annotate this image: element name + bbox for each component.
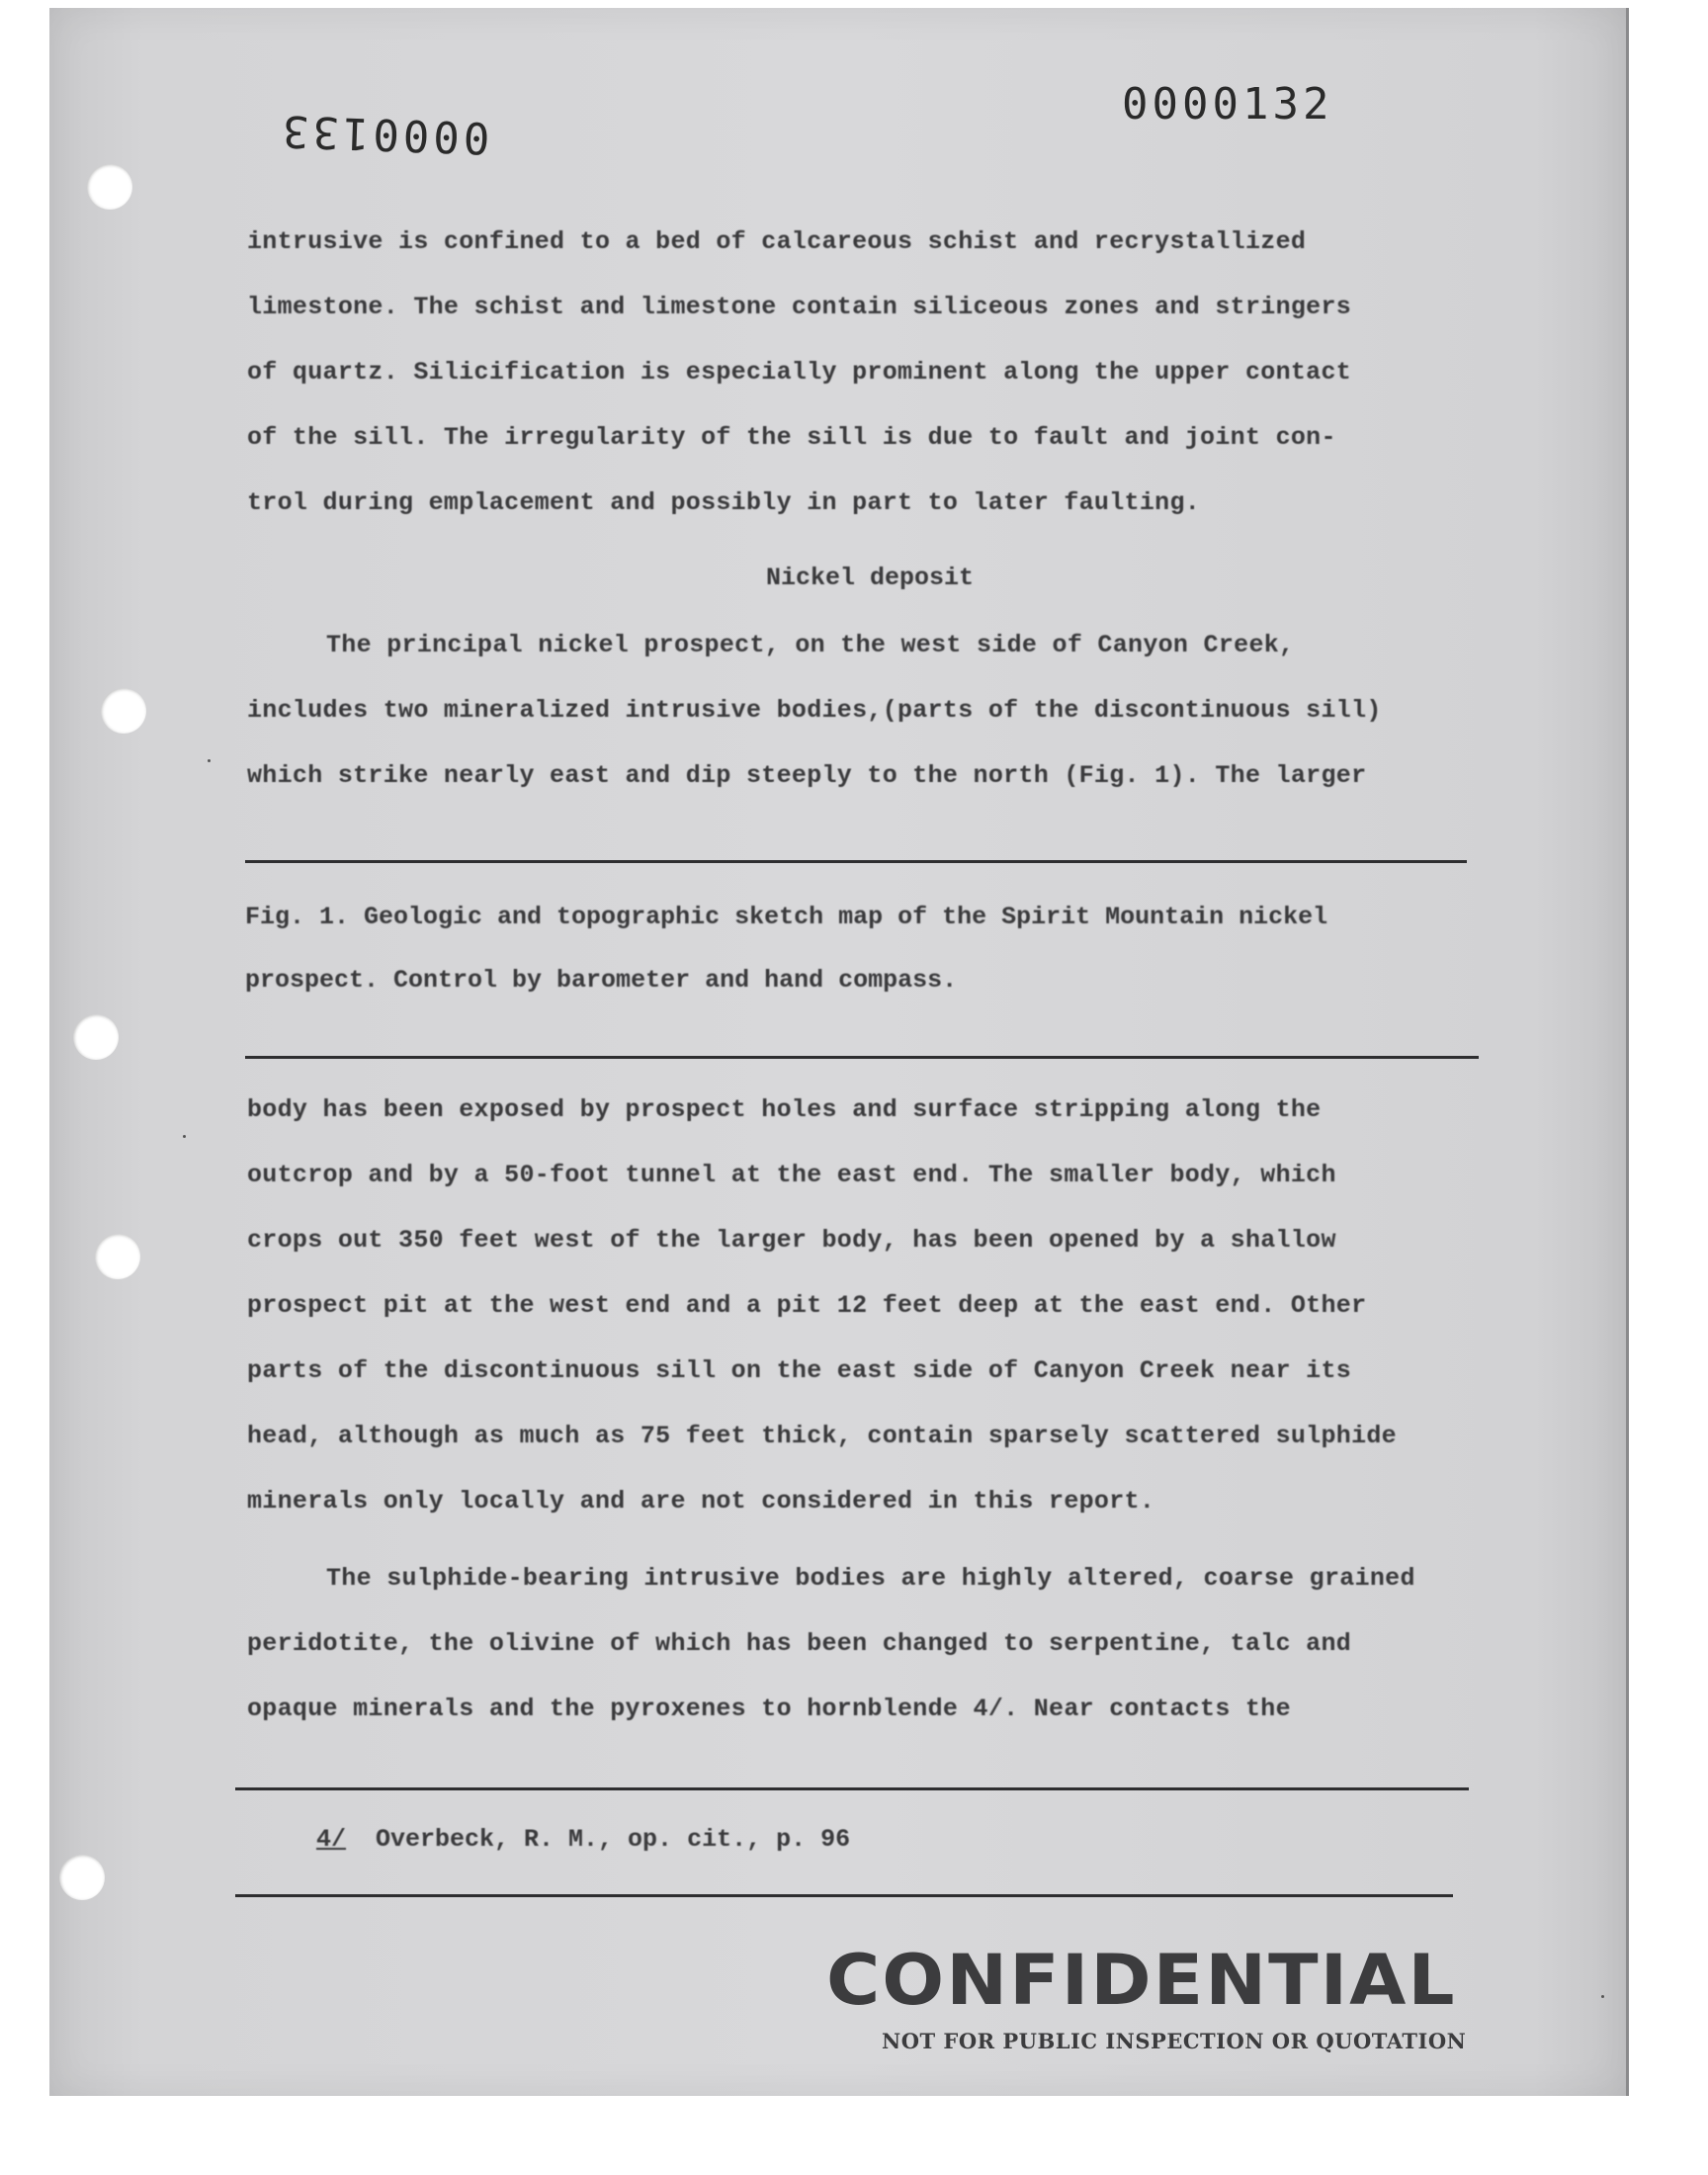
punch-hole bbox=[73, 1014, 119, 1060]
body-text-top bbox=[247, 210, 1542, 536]
confidential-stamp: CONFIDENTIAL bbox=[826, 1940, 1457, 2021]
body-text-continued bbox=[247, 1078, 1542, 1534]
text-line: head, although as much as 75 feet thick, contain sparsely scattered sulphide bbox=[247, 1422, 1397, 1450]
punch-hole bbox=[59, 1855, 105, 1900]
text-line: intrusive is confined to a bed of calcareous schist and recrystallized bbox=[247, 227, 1307, 256]
speck bbox=[208, 759, 211, 762]
text-line: trol during emplacement and possibly in part to later faulting. bbox=[247, 488, 1201, 517]
nickel-paragraph bbox=[247, 613, 1542, 809]
section-heading: Nickel deposit bbox=[765, 564, 975, 592]
text-line: includes two mineralized intrusive bodies,(parts of the discontinuous sill) bbox=[247, 696, 1382, 725]
text-line: which strike nearly east and dip steeply to the north (Fig. 1). The larger bbox=[247, 761, 1367, 790]
footnote-text: Overbeck, R. M., op. cit., p. 96 bbox=[376, 1825, 851, 1854]
text-line: minerals only locally and are not considered in this report. bbox=[247, 1487, 1155, 1516]
punch-hole bbox=[87, 164, 132, 210]
confidential-stamp-subtitle: NOT FOR PUBLIC INSPECTION OR QUOTATION bbox=[882, 2029, 1467, 2053]
text-line: The principal nickel prospect, on the west side of Canyon Creek, bbox=[326, 631, 1295, 659]
footnote-rule-top bbox=[235, 1787, 1469, 1790]
text-line: peridotite, the olivine of which has been changed to serpentine, talc and bbox=[247, 1629, 1352, 1658]
punch-hole bbox=[101, 688, 146, 734]
speck bbox=[1601, 1995, 1604, 1998]
text-line: of the sill. The irregularity of the sill is due to fault and joint con- bbox=[247, 423, 1336, 452]
caption-rule-bottom bbox=[245, 1056, 1479, 1059]
page-number-stamp: 0000132 bbox=[1122, 79, 1333, 130]
caption-line: prospect. Control by barometer and hand compass. bbox=[245, 966, 958, 995]
footnote bbox=[316, 1825, 850, 1854]
speck bbox=[183, 1135, 186, 1138]
text-line: parts of the discontinuous sill on the east side of Canyon Creek near its bbox=[247, 1356, 1352, 1385]
text-line: The sulphide-bearing intrusive bodies are highly altered, coarse grained bbox=[326, 1564, 1415, 1593]
text-line: outcrop and by a 50-foot tunnel at the east end. The smaller body, which bbox=[247, 1161, 1336, 1189]
page-number-stamp-inverted: 0000133 bbox=[278, 105, 491, 163]
caption-rule-top bbox=[245, 860, 1467, 863]
text-line: limestone. The schist and limestone contain siliceous zones and stringers bbox=[247, 293, 1352, 321]
punch-hole bbox=[95, 1234, 140, 1279]
text-line: crops out 350 feet west of the larger body, has been opened by a shallow bbox=[247, 1226, 1336, 1255]
text-line: of quartz. Silicification is especially prominent along the upper contact bbox=[247, 358, 1352, 387]
text-line: body has been exposed by prospect holes and surface stripping along the bbox=[247, 1095, 1322, 1124]
text-line: prospect pit at the west end and a pit 12 feet deep at the east end. Other bbox=[247, 1291, 1367, 1320]
footnote-rule-bottom bbox=[235, 1894, 1453, 1897]
text-line: opaque minerals and the pyroxenes to hornblende 4/. Near contacts the bbox=[247, 1695, 1291, 1723]
figure-caption bbox=[245, 886, 1530, 1012]
page-edge bbox=[1626, 8, 1629, 2096]
footnote-marker: 4/ bbox=[316, 1825, 347, 1854]
sulphide-paragraph bbox=[247, 1546, 1542, 1742]
caption-line: Fig. 1. Geologic and topographic sketch map of the Spirit Mountain nickel bbox=[245, 903, 1328, 931]
